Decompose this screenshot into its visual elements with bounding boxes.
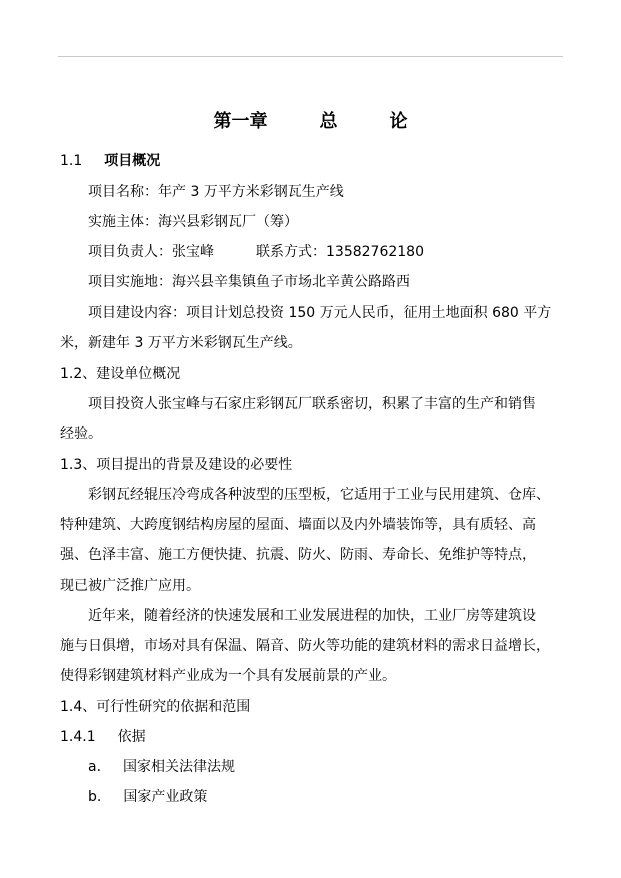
project-contact: 联系方式：13582762180 bbox=[256, 244, 424, 260]
project-name: 项目名称：年产 3 万平方米彩钢瓦生产线 bbox=[88, 184, 344, 200]
section-1-3-para-2-line-3: 使得彩钢建筑材料产业成为一个具有发展前景的产业。 bbox=[60, 668, 396, 684]
section-1-3-para-2-line-1: 近年来，随着经济的快速发展和工业发展进程的加快，工业厂房等建筑设 bbox=[88, 608, 536, 624]
subsection-title: 依据 bbox=[117, 729, 146, 745]
section-number: 1.1 bbox=[60, 153, 83, 169]
section-1-2-para-line-2: 经验。 bbox=[60, 426, 102, 442]
chapter-title-part-2: 总 bbox=[319, 111, 338, 132]
list-item-a bbox=[88, 757, 235, 777]
list-item-text: 国家相关法律法规 bbox=[123, 759, 236, 775]
section-1-3-para-1-line-2: 特种建筑、大跨度钢结构房屋的屋面、墙面以及内外墙装饰等，具有质轻、高 bbox=[60, 517, 536, 533]
section-1-2-heading: 1.2、建设单位概况 bbox=[60, 366, 181, 382]
section-title: 项目概况 bbox=[104, 153, 161, 169]
subsection-number: 1.4.1 bbox=[60, 729, 96, 745]
project-owner-row bbox=[88, 242, 424, 262]
list-marker: a. bbox=[88, 759, 102, 775]
section-1-3-para-1-line-1: 彩钢瓦经辊压冷弯成各种波型的压型板，它适用于工业与民用建筑、仓库、 bbox=[88, 487, 550, 503]
list-marker: b. bbox=[88, 789, 102, 805]
section-1-3-para-1-line-4: 现已被广泛推广应用。 bbox=[60, 578, 200, 594]
chapter-title bbox=[0, 110, 621, 134]
chapter-title-part-1: 第一章 bbox=[213, 111, 268, 132]
header-rule bbox=[58, 56, 563, 57]
project-content-line-1: 项目建设内容：项目计划总投资 150 万元人民币，征用土地面积 680 平方 bbox=[88, 305, 552, 321]
project-content-line-2: 米，新建年 3 万平方米彩钢瓦生产线。 bbox=[60, 335, 302, 351]
chapter-title-part-3: 论 bbox=[389, 111, 408, 132]
list-item-text: 国家产业政策 bbox=[123, 789, 208, 805]
subsection-1-4-1-heading bbox=[60, 727, 146, 747]
section-1-3-heading: 1.3、项目提出的背景及建设的必要性 bbox=[60, 457, 293, 473]
section-1-3-para-2-line-2: 施与日俱增，市场对具有保温、隔音、防火等功能的建筑材料的需求日益增长， bbox=[60, 638, 550, 654]
list-item-b bbox=[88, 787, 207, 807]
project-entity: 实施主体：海兴县彩钢瓦厂（筹） bbox=[88, 214, 298, 230]
project-site: 项目实施地：海兴县辛集镇鱼子市场北辛黄公路路西 bbox=[88, 274, 410, 290]
section-1-3-para-1-line-3: 强、色泽丰富、施工方便快捷、抗震、防火、防雨、寿命长、免维护等特点， bbox=[60, 547, 536, 563]
section-1-2-para-line-1: 项目投资人张宝峰与石家庄彩钢瓦厂联系密切，积累了丰富的生产和销售 bbox=[88, 396, 536, 412]
project-owner: 项目负责人：张宝峰 bbox=[88, 244, 214, 260]
section-1-4-heading: 1.4、可行性研究的依据和范围 bbox=[60, 699, 251, 715]
section-1-1-heading bbox=[60, 151, 160, 171]
